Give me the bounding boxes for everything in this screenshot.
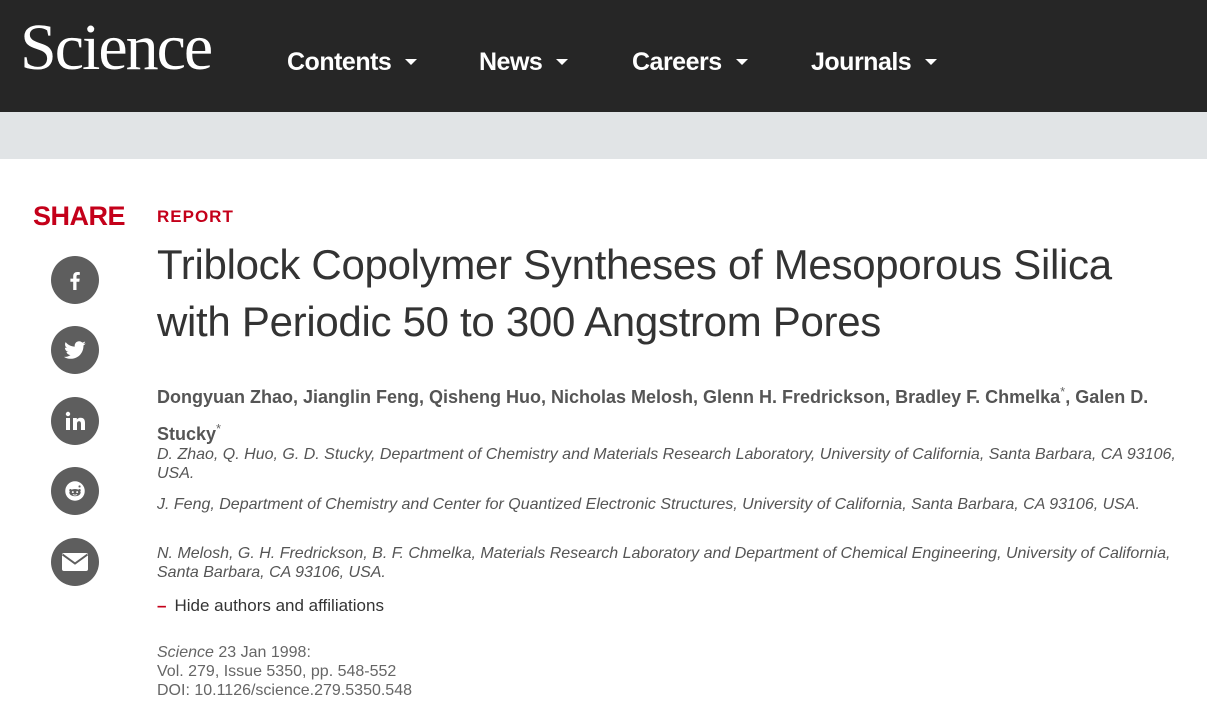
article-title: Triblock Copolymer Syntheses of Mesoporous Silica with Periodic 50 to 300 Angstrom Pores <box>157 241 1112 345</box>
reddit-share-button[interactable] <box>51 467 99 515</box>
facebook-icon <box>63 268 87 292</box>
collapse-icon: – <box>157 596 167 615</box>
hide-authors-toggle[interactable] <box>157 596 384 616</box>
affiliation: D. Zhao, Q. Huo, G. D. Stucky, Department of Chemistry and Materials Research Laboratory, University of California, Santa Barbara, CA 93106, USA. <box>157 446 1176 482</box>
twitter-share-button[interactable] <box>51 326 99 374</box>
author-names[interactable]: Dongyuan Zhao, Jianglin Feng, Qisheng Huo, Nicholas Melosh, Glenn H. Fredrickson, Bradley F. Chmelka <box>157 387 1061 407</box>
doi[interactable]: DOI: 10.1126/science.279.5350.548 <box>157 682 412 699</box>
nav-news-label: News <box>479 47 543 76</box>
chevron-down-icon <box>736 59 748 65</box>
chevron-down-icon <box>925 59 937 65</box>
twitter-icon <box>62 337 88 363</box>
nav-journals-label: Journals <box>811 47 912 76</box>
nav-news[interactable] <box>479 44 568 80</box>
citation-info <box>157 643 412 700</box>
article-type-label: REPORT <box>157 207 234 226</box>
author-list <box>157 376 1157 450</box>
science-logo[interactable]: Science <box>20 11 212 84</box>
affiliation: J. Feng, Department of Chemistry and Center for Quantized Electronic Structures, University of California, Santa Barbara, CA 93106, USA. <box>157 496 1140 513</box>
publication-date: 23 Jan 1998: <box>213 644 311 661</box>
journal-name: Science <box>157 644 214 661</box>
nav-contents[interactable] <box>287 44 417 80</box>
nav-careers[interactable] <box>632 44 748 80</box>
site-header <box>0 0 1207 112</box>
affiliation: N. Melosh, G. H. Fredrickson, B. F. Chmelka, Materials Research Laboratory and Department of Chemical Engineering, University of California, Santa Barbara, CA 93106, USA. <box>157 545 1171 581</box>
nav-careers-label: Careers <box>632 47 722 76</box>
hide-authors-label: Hide authors and affiliations <box>174 596 384 615</box>
corresponding-author-mark: * <box>216 421 222 436</box>
share-label: SHARE <box>33 201 126 231</box>
chevron-down-icon <box>556 59 568 65</box>
author-name-stucky[interactable]: Stucky <box>157 424 217 444</box>
chevron-down-icon <box>405 59 417 65</box>
publication-date-line <box>157 643 412 662</box>
nav-contents-label: Contents <box>287 47 392 76</box>
linkedin-icon <box>63 409 87 433</box>
sub-navigation-bar <box>0 112 1207 159</box>
email-share-button[interactable] <box>51 538 99 586</box>
email-icon <box>61 551 89 573</box>
nav-journals[interactable] <box>811 44 937 80</box>
author-names-continued[interactable]: , Galen D. <box>1065 387 1149 407</box>
corresponding-author-mark: * <box>1060 384 1066 399</box>
volume-issue-pages: Vol. 279, Issue 5350, pp. 548-552 <box>157 663 397 680</box>
facebook-share-button[interactable] <box>51 256 99 304</box>
linkedin-share-button[interactable] <box>51 397 99 445</box>
reddit-icon <box>62 478 88 504</box>
